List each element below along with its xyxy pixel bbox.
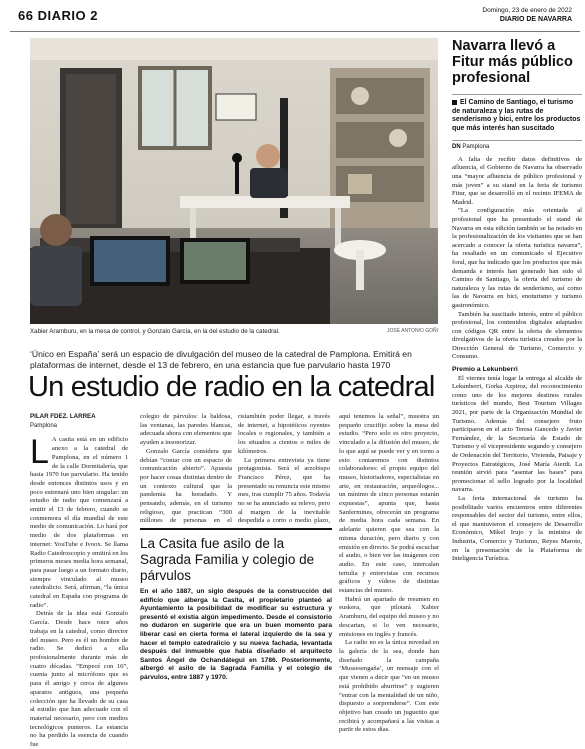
article-lede: ‘Único en España’ será un espacio de divulgación del museo de la catedral de Pamplona. Emitirá en plataformas de internet, desde el 13 de febrero, en una estancia que fue parvulario hasta 1970 (30, 349, 412, 370)
byline-location: Pamplona (30, 422, 58, 429)
publication-date: Domingo, 23 de enero de 2022 (482, 7, 572, 14)
article-column-2 (140, 413, 232, 525)
article-column-3 (238, 413, 330, 525)
caption-text: Xabier Aramburu, en la mesa de control, y Gonzalo García, en la del estudio de la catedral. (30, 328, 280, 335)
byline-author: PILAR FDEZ. LARREA (30, 413, 96, 420)
paragraph: colegio de párvulos: la baldosa, las ventanas, las paredes blancas, adecuada ahora con elementos que ayuden a insonorizar. (140, 413, 232, 447)
sidebar-body (140, 588, 332, 738)
photo-caption (30, 328, 438, 335)
header-date-block (482, 6, 572, 24)
dropcap: L (30, 433, 49, 472)
sidebar-text: En el año 1887, un siglo después de la construcción del edificio que alberga la Casita, el propietario planteó al Ayuntamiento la posibilidad de modificar su estructura y presentó el existía algún impedimento. Desde el consistorio no dudaron en sugerirle que era un buen momento para liberar casi en cierta forma el lateral izquierdo de la sea y hacer el templo catedralicio y su nueva fachada, levantada después del inmueble que había diseñado el arquitecto Santos Ángel de Ochandátegui en 1786. Posteriormente, albergó el asilo de la Sagrada Familia y el colegio de párvulos, entre 1887 y 1970. (140, 588, 332, 681)
paragraph: El viernes tenía lugar la entrega al alcalde de Lekunberri, Gorka Azpiroz, del reconocimiento como uno de los mejores destinos rurales turísticos del mundo, Best Tourism Villages 2021, por parte de la Organización Mundial de Turismo. Además del consejero fruto participaron en el acto Teresa Gancedo y Javier Fernández, de la Secretaría de Estado de Turismo y el vicepresidente segundo y consejero de Ordenación del Territorio, Vivienda, Paisaje y Proyectos Estratégicos, José María Aierdi. La reunión sirvió para “asentar las bases” para promocionar el sello logrado por la localidad navarra. (452, 374, 582, 494)
right-source-tag: DN (452, 143, 461, 150)
page-number: 66 (18, 8, 34, 23)
article-column-1 (30, 413, 128, 749)
main-photo (30, 38, 438, 324)
bullet-icon (452, 100, 457, 105)
paragraph: A casita está en un edificio anexo a la catedral de Pamplona, en el número 1 de la calle Dormitalería, que hasta 1970 fue parvulario. Ha tenido desde entonces distintos usos y en poco estrenará uno bien singular: un estudio de radio que comenzará a emitir el 13 de febrero, cuando se conmemora el día mundial de este medio de comunicación. Lo hará por medio de dos plataformas en internet: YouTube e Ivoox. Se llama Radio Catedroscopio y emitirá en los primeros meses media hora semanal, para pasar luego a un formato diario, siempre vinculado al museo catedralicio. Será, afirman, “la única catedral en España con programa de radio”. (30, 436, 128, 609)
paragraph: “La configuración más orientada al profesional que ha presentado el stand de Navarra en esta edición también se ha notado en la profesionalización de los visitantes que se han acercado a conocer la oferta turística navarra”, ha resaltado en un comunicado el Ejecutivo foral, que ha indicado que los productos que más demanda e interés han generado han sido el Camino de Santiago, la oferta del turismo de naturaleza y las rutas de senderismo, así como las de Navarra en bici, enoturismo y turismo gastronómico. (452, 207, 582, 309)
paragraph: A falta de recibir datos definitivos de afluencia, el Gobierno de Navarra ha observado una “mayor afluencia de público profesional y más joven” a su stand en la feria de turismo Fitur, que se desarrolló en el recinto IFEMA de Madrid. (452, 155, 582, 206)
right-body (452, 156, 582, 716)
paragraph: La primera entrevista ya tiene protagonista. Será el arzobispo Francisco Pérez, que ha presentado su renuncia este mismo mes, tras cumplir 75 años. Todavía no se ha anunciado su relevo, pero al margen de la inevitable despedida a corto o medio plazo, (238, 456, 330, 525)
right-subhead (452, 94, 582, 134)
right-location: Pamplona (462, 143, 490, 150)
paragraph: Detrás de la idea está Gonzalo García. Desde hace once años trabaja en la catedral, como director del museo. Pero es él un hombre de radio. Se dedicó a ella profesionalmente durante más de cuatro décadas. “Empecé con 16”, cuenta junto al micrófono que es para él amigo y cerca de algunos aparatos antiguos, una pequeña colección que ha llevado de su casa al estudio que han adecuado con el material necesario, pero con medios tecnológicos punteros. La estancia no ha perdido la esencia de cuando fue (30, 610, 128, 749)
paragraph: La feria internacional de turismo ha posibilitado varios encuentros entre diferentes responsables del sector del turismo, entre ellos, el que mantuvieron el consejero de Desarrollo Económico, Mikel Irujo y la ministra de Industria, Comercio y Turismo, Reyes Maroto, en la presentación de la Plataforma de Inteligencia Turística. (452, 494, 582, 563)
sidebar-box (140, 528, 332, 738)
right-subhead-2: Premio a Lekunberri (452, 366, 518, 374)
sidebar-title: La Casita fue asilo de la Sagrada Familia y colegio de párvulos (140, 536, 315, 583)
photo-credit: JOSÉ ANTONIO GOÑI (386, 328, 438, 334)
article-headline: Un estudio de radio en la catedral (28, 371, 435, 403)
paragraph: La radio no es la única novedad en la galería de la sea, donde han diseñado la campaña ‘Mussesengaña’, un mensaje con el que vienen a decir que “en un museo está prohibido aburrirse” y sugieren “entrar con la mentalidad de un niño, dispuesto a sorprenderse”. Con este objetivo han creado un juguetito que recibirá y acompañará a las visitas a partir de estos días. (339, 639, 439, 734)
paragraph: Habrá un apartado de resumen en euskera, que pilotará Xabier Aramburu, del equipo del museo y no descartan, si lo ven necesario, emisiones en inglés y francés. (339, 595, 439, 638)
right-column (452, 38, 582, 716)
newspaper-name: DIARIO DE NAVARRA (499, 16, 572, 23)
section-name: DIARIO 2 (37, 8, 98, 23)
right-subhead-text: El Camino de Santiago, el turismo de naturaleza y las rutas de senderismo y bici, entre los productos que más interés han suscitado (452, 99, 581, 133)
page-header (10, 6, 580, 32)
paragraph: aquí tenemos la señal”, muestra un pequeño crucifijo sobre la mesa del estudio. “Pero solo es otro proyecto, vinculado a la difusión del museo, de lo que aquí se puede ver y en torno a esto contaremos con distintos colaboradores: el propio equipo del museo, historiadores, especialistas en arte, en restauración, arqueólogos... un mínimo de cinco personas estarán expuestas”, apunta que, hasta Sanfermines, ofrecerán un programa de media hora cada semana. En adelante quieren que sea con la misma duración, pero diario y con emisión en directo. Se podrá escuchar el audio, o bien ver las imágenes con audio. En este caso, intercalan tertulia y entrevistas con recursos gráficos y vídeos de distintas estancias del museo. (339, 413, 439, 595)
right-source (452, 140, 582, 150)
paragraph: ristambién poder llegar, a través de internet, a hipotéticos oyentes locales o regionales, y también a los situados a cientos o miles de kilómetros. (238, 413, 330, 455)
paragraph: Gonzalo García considera que debían “contar con un espacio de comunicación abierto”. Apuesta por hacer cosas distintas dentro de un contexto cultural que la pandemia ha horadado. Y pensando, además, en el turismo religioso, que practican “300 millones de personas en el (140, 447, 232, 525)
page-number-section (18, 8, 98, 23)
article-column-4 (339, 413, 439, 743)
radio-studio-photo (30, 38, 438, 324)
right-headline: Navarra llevó a Fitur más público profesional (452, 38, 573, 86)
paragraph: También ha suscitado interés, entre el público profesional, los contenidos digitales adaptados con códigos QR entre la oferta de elementos divulgativos de la oferta turística creados por la Dirección General de Turismo, Comercio y Consumo. (452, 310, 582, 361)
